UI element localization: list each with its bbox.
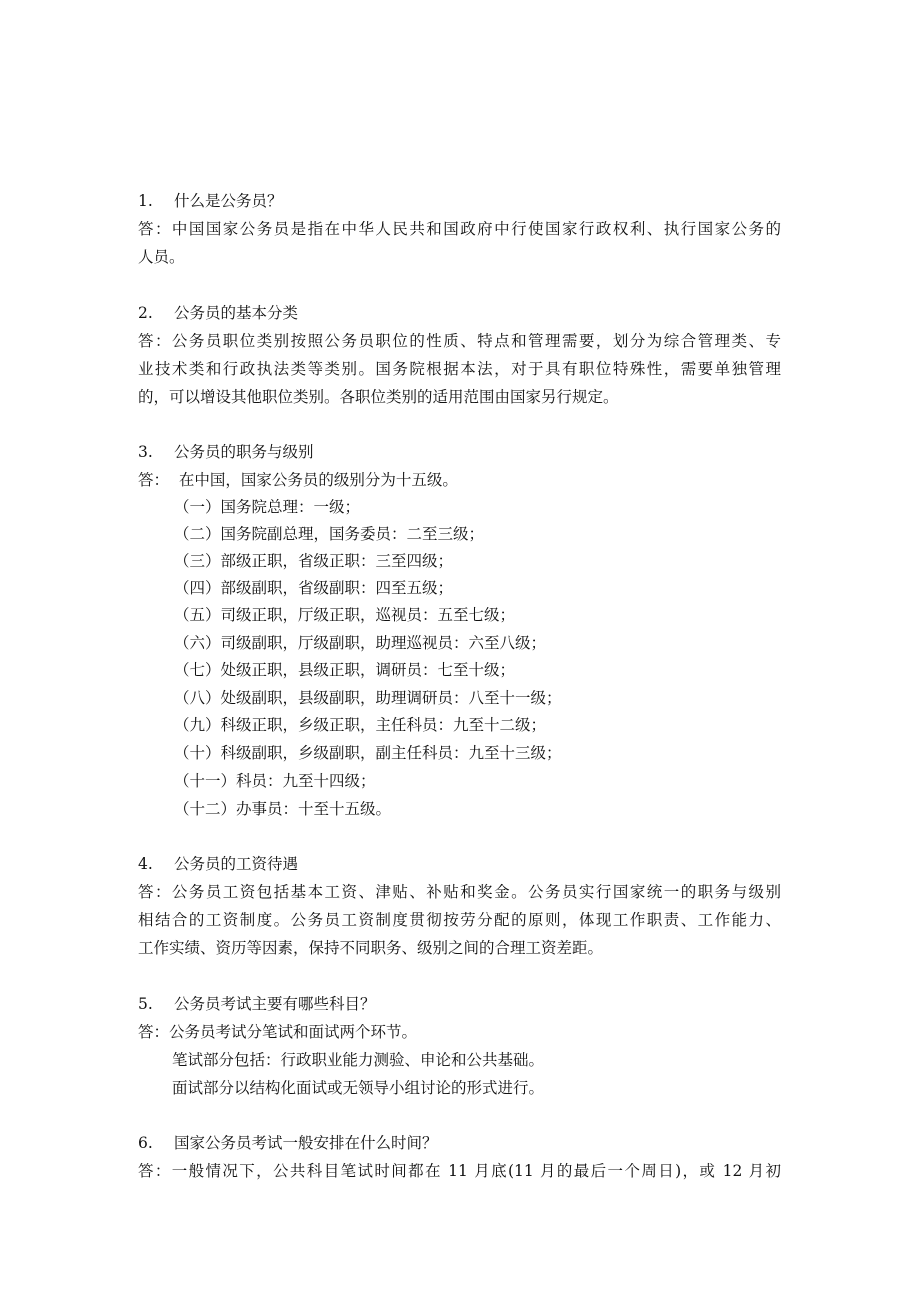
level-item: （十二）办事员：十至十五级。 [174,800,392,818]
level-item: （六）司级副职，厅级副职，助理巡视员：六至八级； [174,634,547,652]
question-5-answer-intro: 答：公务员考试分笔试和面试两个环节。 [138,1023,418,1041]
question-4-answer-line-3: 工作实绩、资历等因素，保持不同职务、级别之间的合理工资差距。 [138,939,604,957]
question-6-answer-line-1: 答：一般情况下，公共科目笔试时间都在 11 月底(11 月的最后一个周日)，或 12 月初 [138,1162,781,1180]
question-2-heading [138,303,298,323]
question-2-number: 2. [138,304,153,322]
question-2-title: 公务员的基本分类 [174,304,299,322]
question-6-number: 6. [138,1134,153,1152]
question-1-answer-line-2: 人员。 [138,248,185,266]
question-4-answer-line-1: 答：公务员工资包括基本工资、津贴、补贴和奖金。公务员实行国家统一的职务与级别 [138,883,781,901]
question-5-detail-interview: 面试部分以结构化面试或无领导小组讨论的形式进行。 [172,1079,545,1097]
question-1-number: 1. [138,192,153,210]
level-item: （一）国务院总理：一级； [174,498,361,516]
question-3-number: 3. [138,443,153,461]
level-item: （二）国务院副总理，国务委员：二至三级； [174,525,485,543]
question-2-answer-line-3: 的，可以增设其他职位类别。各职位类别的适用范围由国家另行规定。 [138,388,619,406]
question-3-answer-intro: 答： 在中国，国家公务员的级别分为十五级。 [138,471,458,489]
question-6-heading [138,1133,438,1153]
level-item: （四）部级副职，省级副职：四至五级； [174,579,454,597]
level-item: （七）处级正职，县级正职，调研员：七至十级； [174,661,516,679]
question-6-title: 国家公务员考试一般安排在什么时间？ [174,1134,438,1152]
question-1-answer-line-1: 答：中国国家公务员是指在中华人民共和国政府中行使国家行政权利、执行国家公务的 [138,220,781,238]
question-1-heading [138,191,283,211]
level-item: （十一）科员：九至十四级； [174,772,376,790]
question-5-title: 公务员考试主要有哪些科目？ [174,995,376,1013]
question-4-heading [138,854,298,874]
level-item: （三）部级正职，省级正职：三至四级； [174,552,454,570]
level-item: （十）科级副职，乡级副职，副主任科员：九至十三级； [174,744,562,762]
level-item: （九）科级正职，乡级正职，主任科员：九至十二级； [174,716,547,734]
question-5-detail-written: 笔试部分包括：行政职业能力测验、申论和公共基础。 [172,1051,545,1069]
question-4-number: 4. [138,855,153,873]
level-item: （八）处级副职，县级副职，助理调研员：八至十一级； [174,689,562,707]
question-4-title: 公务员的工资待遇 [174,855,299,873]
question-1-title: 什么是公务员？ [174,192,283,210]
question-5-heading [138,994,376,1014]
question-2-answer-line-1: 答：公务员职位类别按照公务员职位的性质、特点和管理需要，划分为综合管理类、专 [138,332,781,350]
question-4-answer-line-2: 相结合的工资制度。公务员工资制度贯彻按劳分配的原则，体现工作职责、工作能力、 [138,911,781,929]
level-item: （五）司级正职，厅级正职，巡视员：五至七级； [174,606,516,624]
question-5-number: 5. [138,995,153,1013]
question-3-heading [138,442,314,462]
question-2-answer-line-2: 业技术类和行政执法类等类别。国务院根据本法，对于具有职位特殊性，需要单独管理 [138,360,781,378]
question-3-title: 公务员的职务与级别 [174,443,314,461]
